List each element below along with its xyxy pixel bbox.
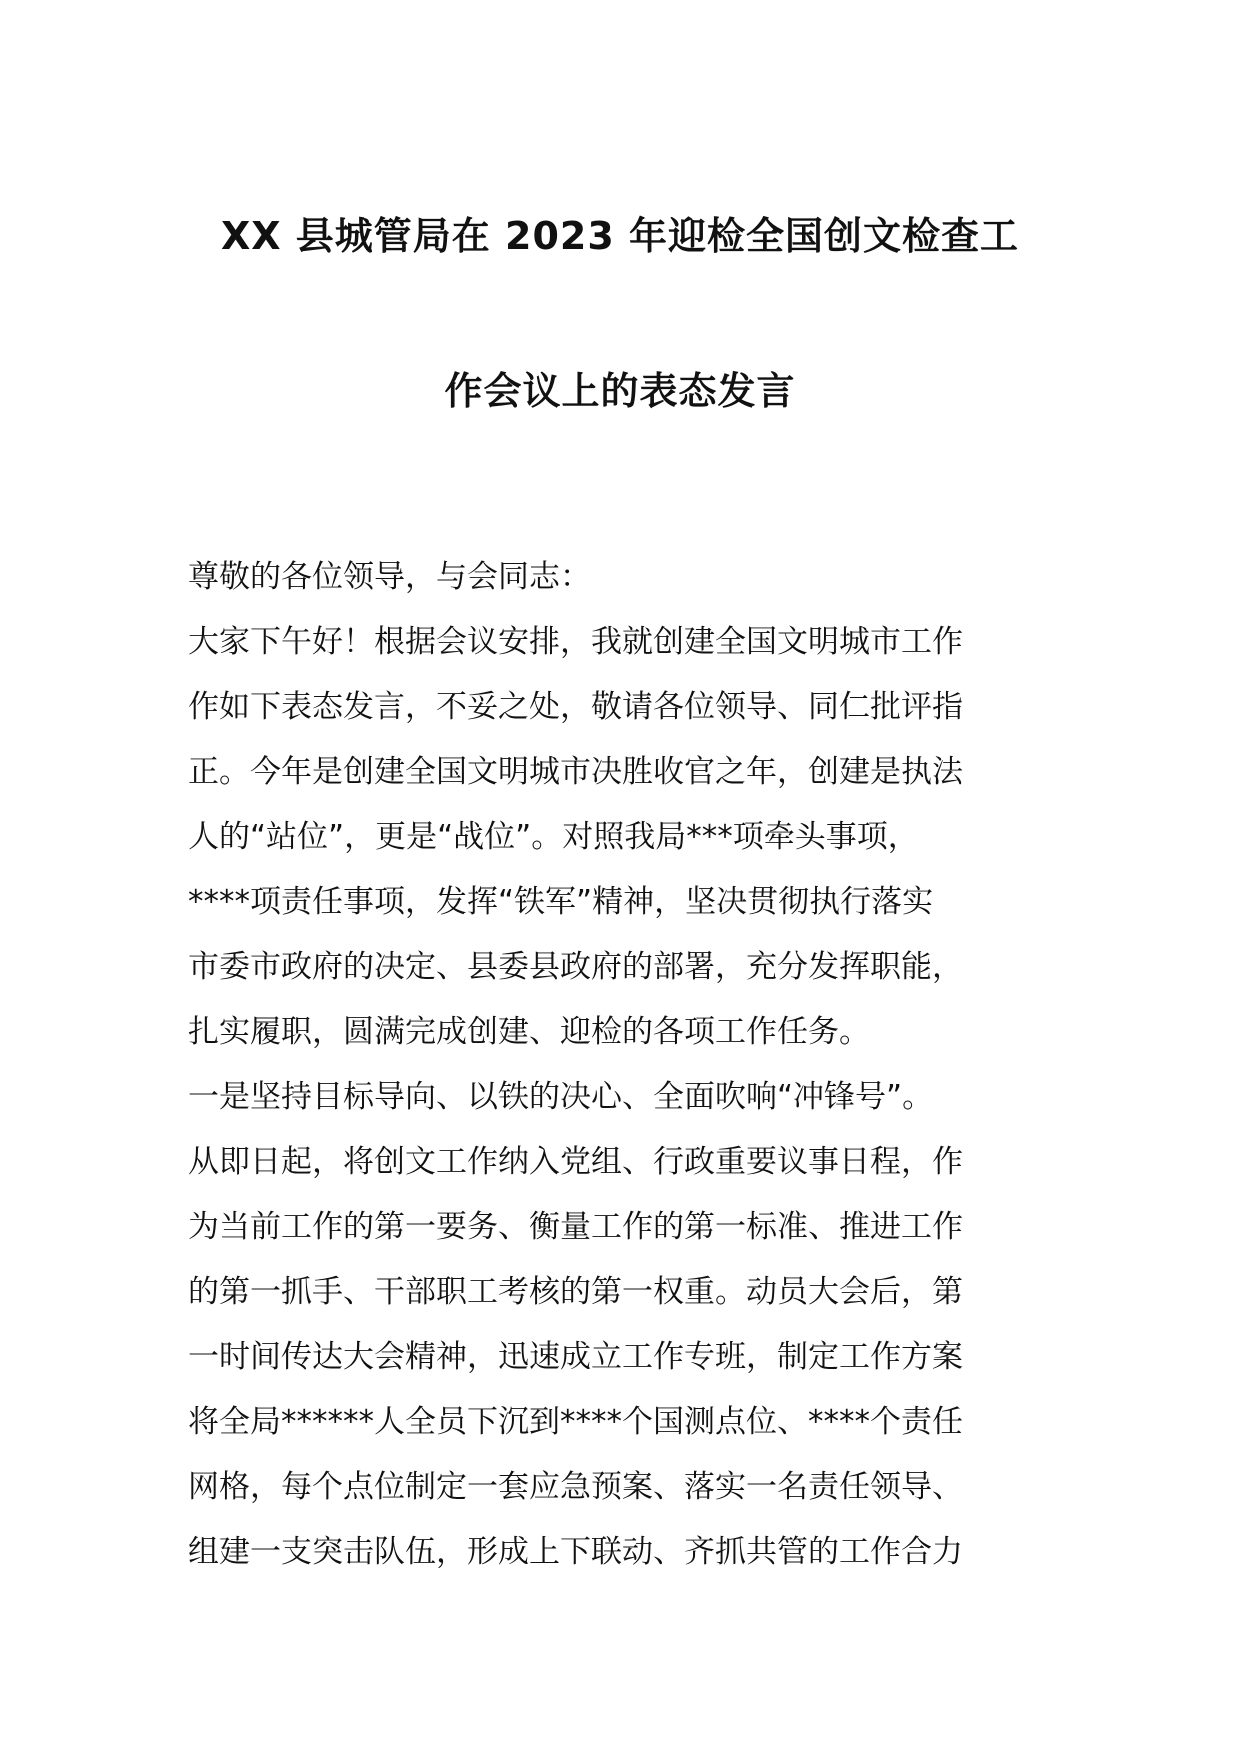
body-line: 为当前工作的第一要务、衡量工作的第一标准、推进工作 <box>188 1209 963 1245</box>
body-line: 的第一抓手、干部职工考核的第一权重。动员大会后，第 <box>188 1274 963 1310</box>
body-line: 从即日起，将创文工作纳入党组、行政重要议事日程，作 <box>188 1144 963 1180</box>
body-line: 市委市政府的决定、县委县政府的部署，充分发挥职能， <box>188 949 963 985</box>
body-line-salutation: 尊敬的各位领导，与会同志： <box>188 559 591 595</box>
body-line: 扎实履职，圆满完成创建、迎检的各项工作任务。 <box>188 1014 870 1050</box>
body-line: 将全局******人全员下沉到****个国测点位、****个责任 <box>188 1404 963 1440</box>
body-line: 正。今年是创建全国文明城市决胜收官之年，创建是执法 <box>188 754 963 790</box>
body-line: 作如下表态发言，不妥之处，敬请各位领导、同仁批评指 <box>188 689 963 725</box>
document-title-line-2: 作会议上的表态发言 <box>444 369 796 413</box>
document-title-line-1: XX 县城管局在 2023 年迎检全国创文检查工 <box>220 214 1020 258</box>
body-line: 大家下午好！根据会议安排，我就创建全国文明城市工作 <box>188 624 963 660</box>
body-line: 组建一支突击队伍，形成上下联动、齐抓共管的工作合力 <box>188 1534 963 1570</box>
body-line: 人的“站位”，更是“战位”。对照我局***项牵头事项， <box>188 819 919 855</box>
body-line-section-heading: 一是坚持目标导向、以铁的决心、全面吹响“冲锋号”。 <box>188 1079 934 1115</box>
body-line: ****项责任事项，发挥“铁军”精神，坚决贯彻执行落实 <box>188 884 934 920</box>
body-line: 网格，每个点位制定一套应急预案、落实一名责任领导、 <box>188 1469 963 1505</box>
document-body <box>188 545 1068 1585</box>
body-line: 一时间传达大会精神，迅速成立工作专班，制定工作方案 <box>188 1339 963 1375</box>
